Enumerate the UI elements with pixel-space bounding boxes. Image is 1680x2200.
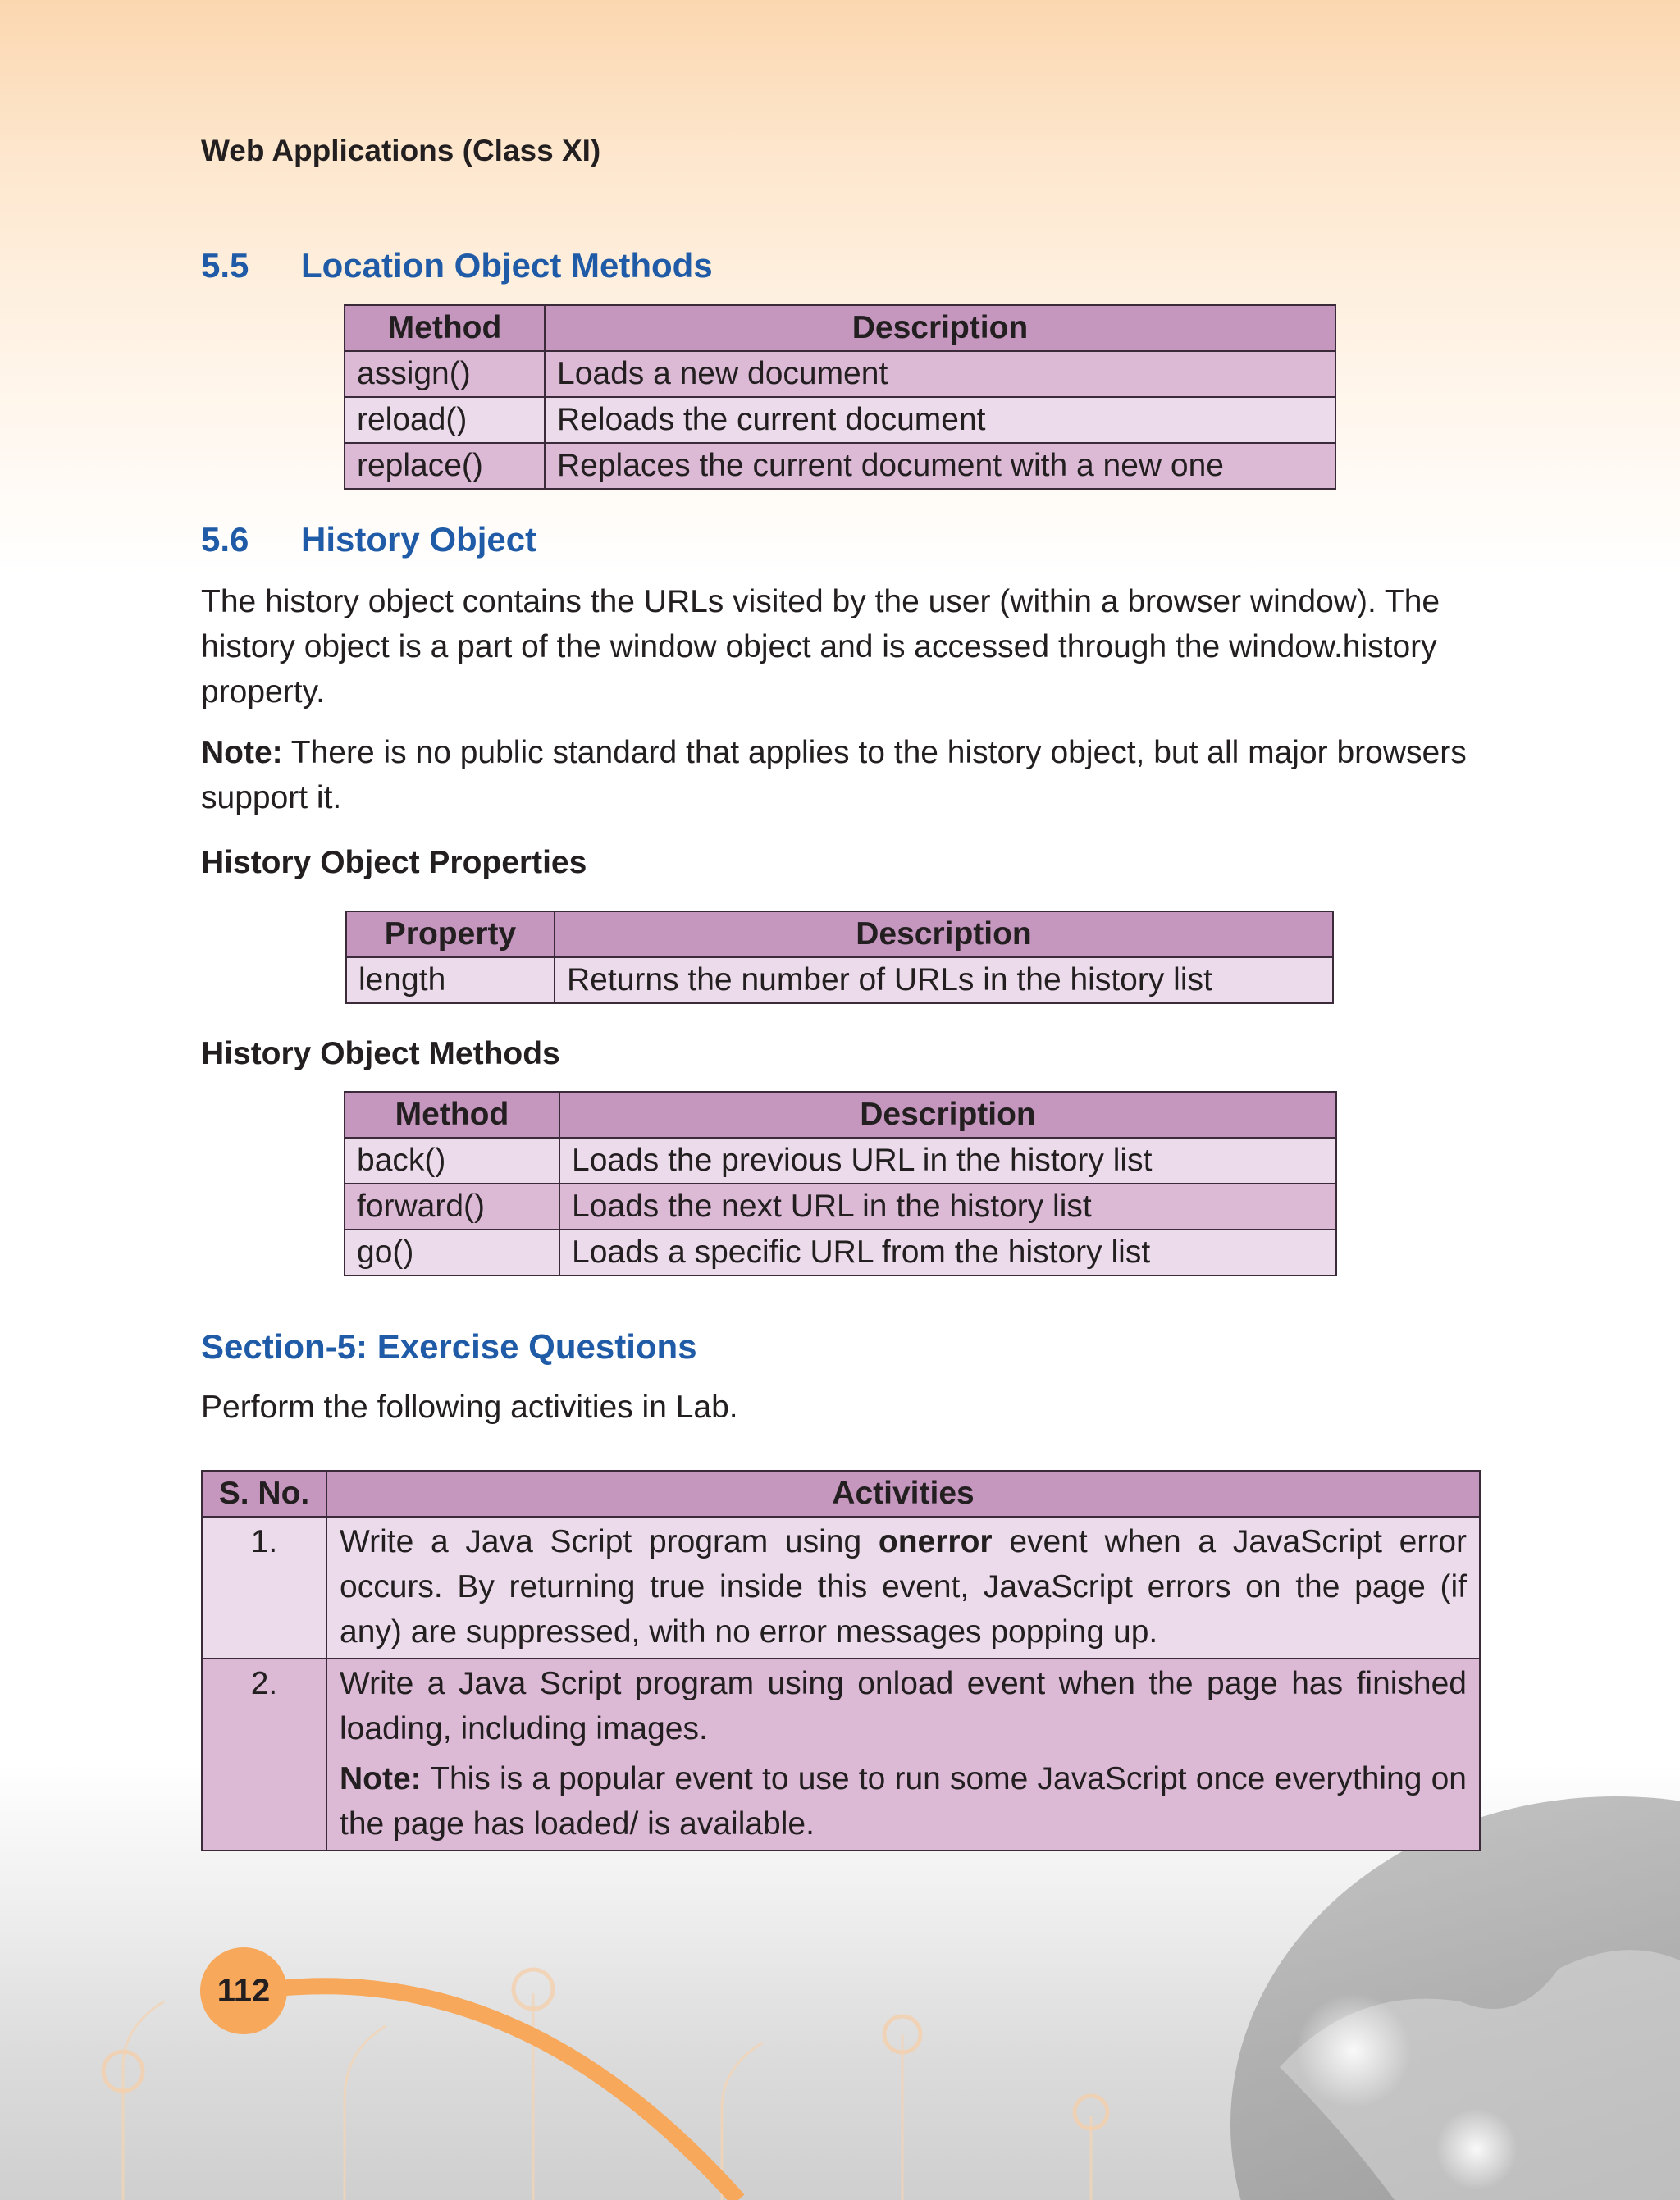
column-header: Description	[545, 305, 1335, 351]
activity-cell	[326, 1517, 1480, 1659]
note-label: Note:	[201, 735, 283, 770]
table-header-row	[346, 911, 1333, 957]
history-paragraph: The history object contains the URLs visited by the user (within a browser window). The history object is a part of the window object and is accessed through the window.history property.	[201, 584, 1440, 710]
method-cell: go()	[345, 1230, 559, 1276]
running-head: Web Applications (Class XI)	[201, 134, 601, 167]
history-properties-table	[345, 911, 1334, 1004]
section-title: History Object	[301, 520, 537, 559]
activity-text: Write a Java Script program using onload event when the page has finished loading, including images.	[340, 1666, 1467, 1746]
property-cell: length	[346, 957, 555, 1003]
exercise-intro: Perform the following activities in Lab.	[201, 1390, 738, 1425]
location-methods-table	[344, 304, 1336, 490]
column-header: Description	[559, 1092, 1336, 1138]
note-label: Note:	[340, 1761, 422, 1796]
table-row	[345, 1184, 1336, 1230]
section-number: 5.6	[201, 520, 249, 559]
section-5-6-heading	[201, 520, 536, 559]
exercise-heading: Section-5: Exercise Questions	[201, 1327, 697, 1366]
activity-cell	[326, 1659, 1480, 1851]
column-header: Description	[555, 911, 1333, 957]
method-cell: forward()	[345, 1184, 559, 1230]
history-methods-table	[344, 1091, 1337, 1276]
table-header-row	[345, 305, 1335, 351]
method-cell: assign()	[345, 351, 545, 397]
table-row	[345, 351, 1335, 397]
description-cell: Loads a new document	[545, 351, 1335, 397]
description-cell: Loads the previous URL in the history list	[559, 1138, 1336, 1184]
table-row	[202, 1659, 1480, 1851]
page-number-badge: 112	[200, 1947, 287, 2034]
method-cell: reload()	[345, 397, 545, 443]
activity-text: Write a Java Script program using	[340, 1524, 879, 1559]
table-row	[345, 443, 1335, 489]
note-text: This is a popular event to use to run some JavaScript once everything on the page has loaded/ is available.	[340, 1761, 1467, 1842]
activities-table	[201, 1470, 1481, 1851]
table-row	[202, 1517, 1480, 1659]
table-row	[345, 1230, 1336, 1276]
column-header: S. No.	[202, 1471, 326, 1517]
activity-text: event when a JavaScript error occurs. By returning true inside this event, JavaScript errors on the page (if any) are suppressed, with no error messages popping up.	[340, 1524, 1467, 1650]
table-row	[345, 1138, 1336, 1184]
serial-number-cell: 1.	[202, 1517, 326, 1659]
description-cell: Reloads the current document	[545, 397, 1335, 443]
table-header-row	[202, 1471, 1480, 1517]
method-cell: back()	[345, 1138, 559, 1184]
history-methods-heading: History Object Methods	[201, 1036, 560, 1071]
description-cell: Loads the next URL in the history list	[559, 1184, 1336, 1230]
column-header: Method	[345, 305, 545, 351]
method-cell: replace()	[345, 443, 545, 489]
description-cell: Loads a specific URL from the history list	[559, 1230, 1336, 1276]
section-5-5-heading	[201, 246, 713, 285]
description-cell: Returns the number of URLs in the history list	[555, 957, 1333, 1003]
section-number: 5.5	[201, 246, 249, 285]
history-note	[201, 730, 1481, 820]
activity-note	[340, 1756, 1467, 1846]
table-row	[346, 957, 1333, 1003]
note-text: There is no public standard that applies to the history object, but all major browsers support it.	[201, 735, 1467, 815]
column-header: Method	[345, 1092, 559, 1138]
column-header: Property	[346, 911, 555, 957]
table-row	[345, 397, 1335, 443]
serial-number-cell: 2.	[202, 1659, 326, 1851]
description-cell: Replaces the current document with a new one	[545, 443, 1335, 489]
column-header: Activities	[326, 1471, 1480, 1517]
history-properties-heading: History Object Properties	[201, 845, 587, 880]
table-header-row	[345, 1092, 1336, 1138]
section-title: Location Object Methods	[301, 246, 713, 285]
activity-keyword: onerror	[878, 1524, 993, 1559]
